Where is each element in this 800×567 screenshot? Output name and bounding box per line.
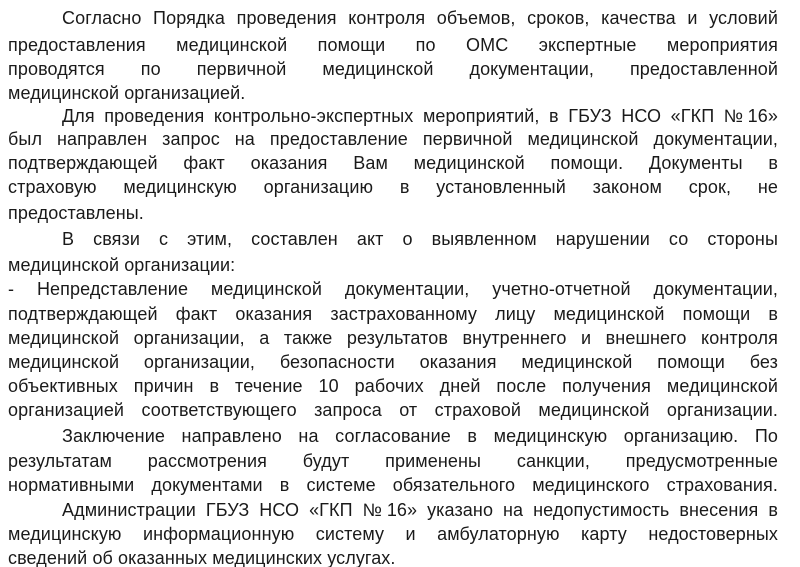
paragraph-6-line-3: сведений об оказанных медицинских услугах. bbox=[8, 548, 396, 567]
paragraph-2-line-4: страховую медицинскую организацию в установленный законом срок, не bbox=[8, 177, 778, 197]
paragraph-5-line-1: Заключение направлено на согласование в медицинскую организацию. По bbox=[62, 426, 778, 446]
paragraph-4-line-4: медицинской организации, безопасности оказания медицинской помощи без bbox=[8, 352, 778, 372]
paragraph-2-line-5: предоставлены. bbox=[8, 203, 144, 223]
paragraph-2-line-2: был направлен запрос на предоставление первичной медицинской документации, bbox=[8, 129, 778, 149]
paragraph-5-line-3: нормативными документами в системе обязательного медицинского страхования. bbox=[8, 475, 778, 495]
paragraph-4-line-1: - Непредставление медицинской документации, учетно-отчетной документации, bbox=[8, 279, 778, 299]
paragraph-3-line-2: медицинской организации: bbox=[8, 255, 236, 275]
paragraph-6-line-1: Администрации ГБУЗ НСО «ГКП №16» указано на недопустимость внесения в bbox=[62, 500, 778, 520]
paragraph-1-line-1: Согласно Порядка проведения контроля объемов, сроков, качества и условий bbox=[62, 8, 778, 28]
paragraph-4-line-6: организацией соответствующего запроса от страховой медицинской организации. bbox=[8, 400, 778, 420]
paragraph-1-line-2: предоставления медицинской помощи по ОМС экспертные мероприятия bbox=[8, 35, 778, 55]
paragraph-2-line-1: Для проведения контрольно-экспертных мероприятий, в ГБУЗ НСО «ГКП №16» bbox=[62, 106, 778, 126]
paragraph-1-line-3: проводятся по первичной медицинской документации, предоставленной bbox=[8, 59, 778, 79]
paragraph-1-line-4: медицинской организацией. bbox=[8, 83, 246, 103]
paragraph-6-line-2: медицинскую информационную систему и амбулаторную карту недостоверных bbox=[8, 524, 778, 544]
paragraph-4-line-5: объективных причин в течение 10 рабочих дней после получения медицинской bbox=[8, 376, 778, 396]
paragraph-3-line-1: В связи с этим, составлен акт о выявленном нарушении со стороны bbox=[62, 229, 778, 249]
paragraph-5-line-2: результатам рассмотрения будут применены санкции, предусмотренные bbox=[8, 451, 778, 471]
paragraph-4-line-3: медицинской организации, а также результатов внутреннего и внешнего контроля bbox=[8, 328, 778, 348]
paragraph-2-line-3: подтверждающей факт оказания Вам медицинской помощи. Документы в bbox=[8, 153, 778, 173]
paragraph-4-line-2: подтверждающей факт оказания застрахованному лицу медицинской помощи в bbox=[8, 304, 778, 324]
